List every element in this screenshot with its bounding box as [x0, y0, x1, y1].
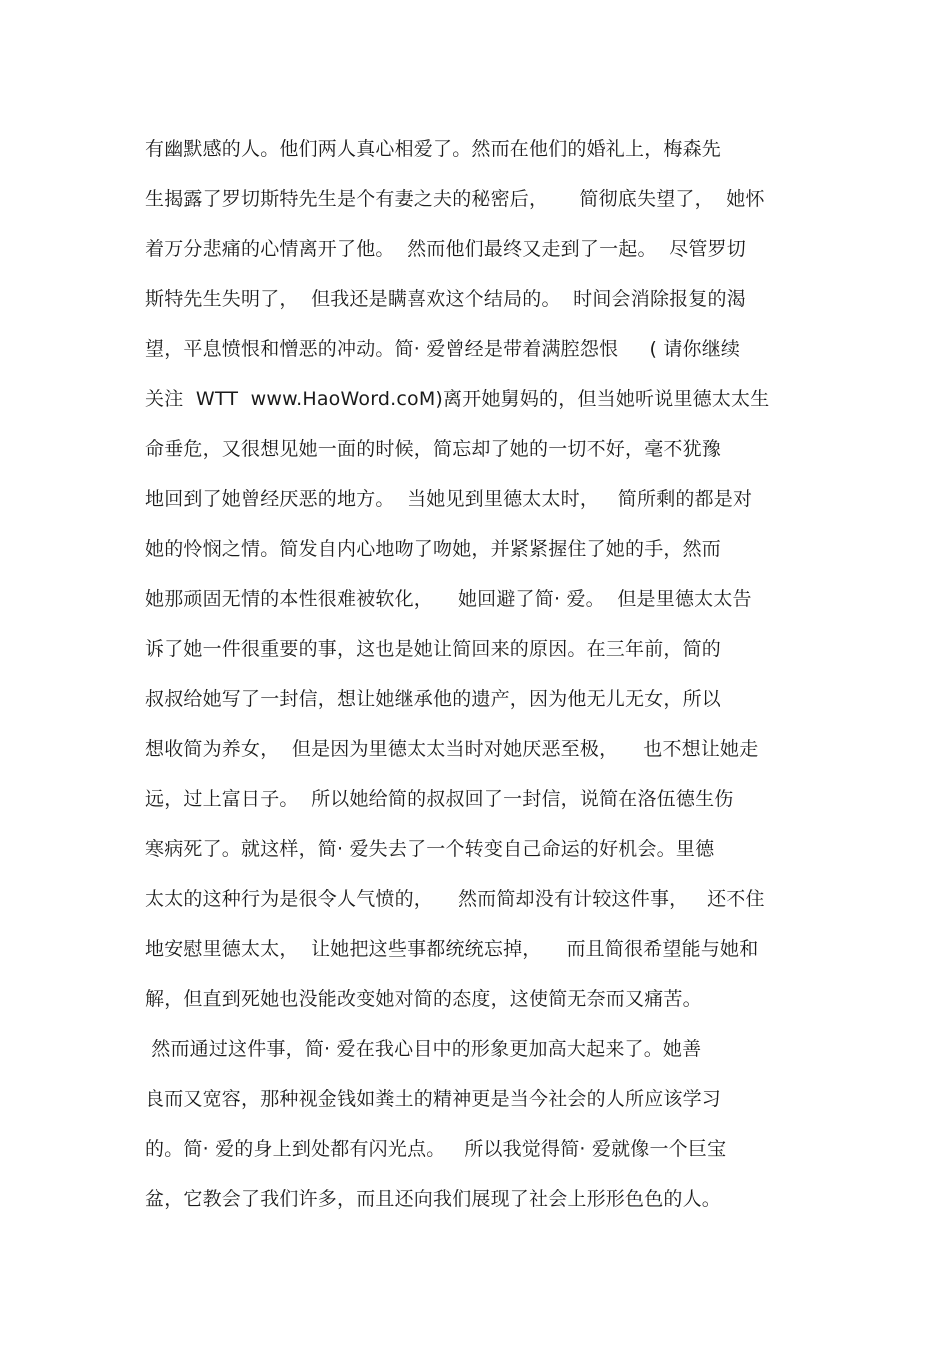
text-line: 远，过上富日子。 所以她给简的叔叔回了一封信，说简在洛伍德生伤	[145, 788, 734, 810]
text-line: 她的怜悯之情。简发自内心地吻了吻她，并紧紧握住了她的手，然而	[145, 538, 722, 560]
text-line: 地回到了她曾经厌恶的地方。 当她见到里德太太时， 简所剩的都是对	[145, 488, 753, 510]
text-line: 着万分悲痛的心情离开了他。 然而他们最终又走到了一起。 尽管罗切	[145, 238, 746, 260]
text-line: 诉了她一件很重要的事，这也是她让简回来的原因。在三年前，简的	[145, 638, 722, 660]
text-line: 盆，它教会了我们许多，而且还向我们展现了社会上形形色色的人。	[145, 1188, 722, 1210]
text-line: 想收简为养女， 但是因为里德太太当时对她厌恶至极， 也不想让她走	[145, 738, 759, 760]
text-line: 有幽默感的人。他们两人真心相爱了。然而在他们的婚礼上，梅森先	[145, 138, 722, 160]
text-line: 地安慰里德太太， 让她把这些事都统统忘掉， 而且简很希望能与她和	[145, 938, 759, 960]
text-line: 命垂危，又很想见她一面的时候，简忘却了她的一切不好，毫不犹豫	[145, 438, 722, 460]
text-line: 生揭露了罗切斯特先生是个有妻之夫的秘密后， 简彻底失望了， 她怀	[145, 188, 765, 210]
text-line: 关注 WTT www.HaoWord.coM)离开她舅妈的，但当她听说里德太太生	[145, 388, 770, 410]
text-line: 望，平息愤恨和憎恶的冲动。简· 爱曾经是带着满腔怨恨 ( 请你继续	[145, 338, 741, 360]
essay-text	[145, 124, 815, 1224]
text-line: 解，但直到死她也没能改变她对简的态度，这使简无奈而又痛苦。	[145, 988, 702, 1010]
text-line: 斯特先生失明了， 但我还是瞒喜欢这个结局的。 时间会消除报复的渴	[145, 288, 746, 310]
text-line: 叔叔给她写了一封信，想让她继承他的遗产，因为他无儿无女，所以	[145, 688, 722, 710]
text-line: 然而通过这件事，简· 爱在我心目中的形象更加高大起来了。她善	[145, 1038, 702, 1060]
text-line: 她那顽固无情的本性很难被软化， 她回避了简· 爱。 但是里德太太告	[145, 588, 752, 610]
text-line: 的。简· 爱的身上到处都有闪光点。 所以我觉得简· 爱就像一个巨宝	[145, 1138, 727, 1160]
text-line: 寒病死了。就这样，简· 爱失去了一个转变自己命运的好机会。里德	[145, 838, 715, 860]
text-line: 良而又宽容，那种视金钱如粪土的精神更是当今社会的人所应该学习	[145, 1088, 722, 1110]
text-line: 太太的这种行为是很令人气愤的， 然而简却没有计较这件事， 还不住	[145, 888, 765, 910]
